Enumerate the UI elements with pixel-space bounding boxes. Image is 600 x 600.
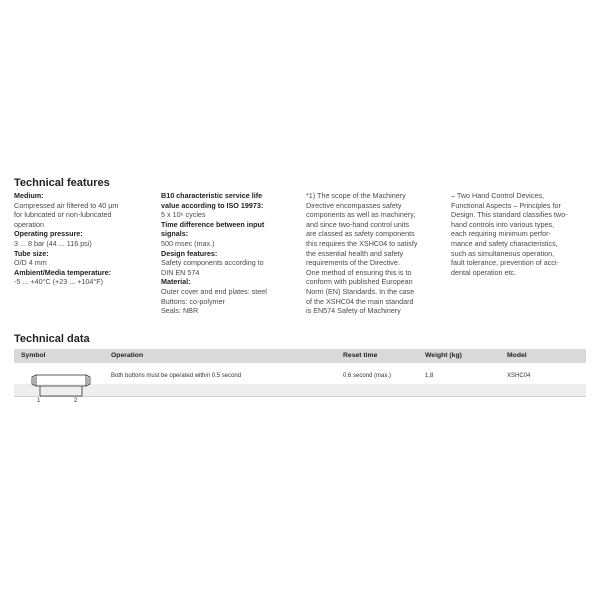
temperature-label: Ambient/Media temperature:: [14, 267, 112, 277]
design-features-value-line: DIN EN 574: [161, 267, 200, 277]
note-line: each requiring minimum perfor-: [451, 229, 551, 239]
features-column-3: [306, 191, 446, 316]
note-line: such as simultaneous operation,: [451, 248, 555, 258]
note-line: requirements of the Directive.: [306, 258, 400, 268]
symbol-port-2-label: 2: [74, 398, 78, 403]
time-difference-label-line: signals:: [161, 229, 189, 239]
note-line: Norm (EN) Standards. In the case: [306, 286, 415, 296]
header-model: Model: [507, 352, 527, 359]
note-line: are classed as safety components: [306, 229, 415, 239]
table-row: [14, 364, 586, 384]
cell-operation: Both buttons must be operated within 0.5 second: [111, 373, 242, 379]
tube-size-value: O/D 4 mm: [14, 258, 47, 268]
note-line: this requires the XSHC04 to satisfy: [306, 238, 418, 248]
note-line: mance and safety characteristics,: [451, 238, 558, 248]
cell-weight: 1,8: [425, 373, 434, 379]
note-line: Design. This standard classifies two-: [451, 210, 568, 220]
note-line: Directive encompasses safety: [306, 200, 402, 210]
material-value-line: Seals: NBR: [161, 306, 199, 316]
cell-model: XSHC04: [507, 373, 531, 379]
table-header: [14, 349, 586, 363]
header-weight: Weight (kg): [425, 352, 462, 359]
note-line: One method of ensuring this is to: [306, 267, 412, 277]
note-line: fault tolerance, prevention of acci-: [451, 258, 559, 268]
tube-size-label: Tube size:: [14, 248, 49, 258]
time-difference-label-line: Time difference between input: [161, 219, 265, 229]
note-line: and since two-hand control units: [306, 219, 410, 229]
time-difference-value: 500 msec (max.): [161, 238, 215, 248]
b10-value: 5 x 10⁶ cycles: [161, 210, 206, 220]
technical-data-title: Technical data: [14, 333, 90, 345]
features-column-4: [451, 191, 591, 277]
note-line: dental operation etc.: [451, 267, 517, 277]
header-reset-time: Reset time: [343, 352, 378, 359]
table-row-blank: [14, 384, 586, 396]
two-hand-control-symbol-icon: [28, 369, 96, 403]
material-label: Material:: [161, 277, 191, 287]
material-value-line: Outer cover and end plates: steel: [161, 286, 267, 296]
note-line: Functional Aspects – Principles for: [451, 200, 561, 210]
medium-label: Medium:: [14, 191, 44, 200]
symbol-port-1-label: 1: [37, 398, 41, 403]
note-line: – Two Hand Control Devices,: [451, 191, 544, 200]
design-features-value-line: Safety components according to: [161, 258, 264, 268]
note-line: components as well as machinery,: [306, 210, 416, 220]
pressure-label: Operating pressure:: [14, 229, 83, 239]
b10-label-line: value according to ISO 19973:: [161, 200, 264, 210]
note-line: conform with published European: [306, 277, 413, 287]
header-operation: Operation: [111, 352, 144, 359]
design-features-label: Design features:: [161, 248, 218, 258]
cell-reset-time: 0.6 second (max.): [343, 373, 392, 379]
note-line: of the XSHC04 the main standard: [306, 296, 414, 306]
row-divider: [14, 396, 586, 397]
note-line: the essential health and safety: [306, 248, 404, 258]
pressure-value: 3 ... 8 bar (44 ... 116 psi): [14, 238, 92, 248]
material-value-line: Buttons: co-polymer: [161, 296, 225, 306]
note-line: *1) The scope of the Machinery: [306, 191, 406, 200]
medium-value-line: Compressed air filtered to 40 µm: [14, 200, 119, 210]
technical-features-title: Technical features: [14, 177, 110, 189]
features-column-1: [14, 191, 144, 287]
medium-value-line: operation: [14, 219, 44, 229]
note-line: is EN574 Safety of Machinery: [306, 306, 401, 316]
features-column-2: [161, 191, 296, 316]
header-symbol: Symbol: [21, 352, 46, 359]
b10-label-line: B10 characteristic service life: [161, 191, 263, 200]
note-line: hand controls into various types,: [451, 219, 555, 229]
temperature-value: -5 ... +40°C (+23 ... +104°F): [14, 277, 104, 287]
medium-value-line: for lubricated or non-lubricated: [14, 210, 112, 220]
